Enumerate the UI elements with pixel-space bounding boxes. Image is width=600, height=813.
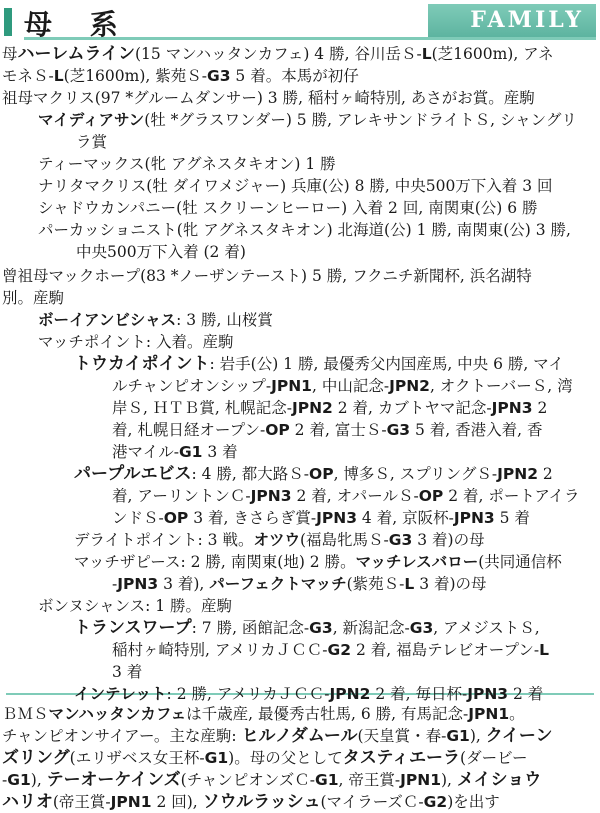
text-segment: 着, 札幌日経オープン- <box>112 421 266 439</box>
bold-name: マイディアサン <box>38 111 145 129</box>
text-segment: (15 マンハッタンカフェ) 4 勝, 谷川岳Ｓ- <box>135 45 422 63</box>
text-line <box>76 242 594 262</box>
text-segment: 岸Ｓ, ＨＴＢ賞, 札幌記念- <box>112 399 292 417</box>
text-segment: 5 着。本馬が初仔 <box>230 67 359 85</box>
bold-name: JPN1 <box>271 377 312 395</box>
text-segment: 3 着)の母 <box>414 575 487 593</box>
bold-name: テーオーケインズ <box>46 770 181 790</box>
text-line <box>2 288 594 308</box>
bold-name: JPN3 <box>117 575 159 593</box>
text-line <box>2 726 594 746</box>
text-line <box>38 154 594 174</box>
bold-name: ズリング <box>2 748 70 768</box>
text-segment: 稲村ヶ崎特別, アメリカＪＣＣ- <box>112 641 328 659</box>
bold-name: G1 <box>7 771 31 789</box>
text-line <box>38 332 594 352</box>
text-segment: 別。産駒 <box>2 289 65 307</box>
text-segment: シャドウカンパニー(牡 スクリーンヒーロー) 入着 2 回, 南関東(公) 6 勝 <box>38 199 538 217</box>
text-line <box>38 596 594 616</box>
bold-name: クイーン <box>485 726 553 746</box>
text-segment: 2 着 <box>508 685 544 703</box>
bold-name: G1 <box>178 443 203 461</box>
bold-name: G2 <box>327 641 352 659</box>
bold-name: G1 <box>204 749 229 767</box>
bold-name: JPN2 <box>329 685 371 703</box>
text-segment: 中央500万下入着 (2 着) <box>76 243 246 261</box>
bold-name: G3 <box>206 67 231 85</box>
bold-name: JPN3 <box>467 685 509 703</box>
bold-name: OP <box>163 509 189 527</box>
text-segment: - <box>112 575 118 593</box>
bold-name: JPN2 <box>389 377 430 395</box>
text-segment: マッチポイント: 入着。産駒 <box>38 333 234 351</box>
text-segment: 3 着 <box>202 443 238 461</box>
text-segment: (紫苑Ｓ- <box>346 575 405 593</box>
bold-name: L <box>404 575 415 593</box>
text-segment: パーカッショニスト(牝 アグネスタキオン) 北海道(公) 1 勝, 南関東(公) 3 勝, <box>38 221 571 239</box>
text-line <box>2 66 594 86</box>
text-segment: ンドＳ- <box>112 509 164 527</box>
text-segment: 3 着)の母 <box>412 531 485 549</box>
bold-name: L <box>421 45 432 63</box>
text-line <box>38 310 594 330</box>
text-segment: )を出す <box>447 793 500 811</box>
text-line <box>74 464 594 484</box>
text-segment: は千歳産, 最優秀古牡馬, 6 勝, 有馬記念- <box>186 705 469 723</box>
bold-name: JPN2 <box>291 399 333 417</box>
bold-name: L <box>53 67 64 85</box>
text-segment: : 岩手(公) 1 勝, 最優秀父内国産馬, 中央 6 勝, マイ <box>209 355 564 373</box>
english-title: FAMILY <box>470 7 584 33</box>
bold-name: ハーレムライン <box>17 44 135 64</box>
text-segment: ラ賞 <box>76 133 108 151</box>
text-segment: ), <box>30 771 47 789</box>
text-segment: (エリザベス女王杯- <box>69 749 205 767</box>
text-segment: 母 <box>2 45 18 63</box>
text-segment: , 帝王賞- <box>338 771 401 789</box>
bold-name: JPN3 <box>250 487 292 505</box>
text-segment: , アメジストＳ, <box>433 619 540 637</box>
bold-name: G3 <box>309 619 333 637</box>
text-segment: 5 着 <box>494 509 530 527</box>
bold-name: OP <box>309 465 334 483</box>
bold-name: タスティエーラ <box>342 748 461 768</box>
bold-name: G1 <box>446 727 470 745</box>
text-segment: (マイラーズＣ- <box>320 793 424 811</box>
text-segment: (帝王賞- <box>52 793 111 811</box>
bold-name: マッチレスバロー <box>355 553 479 571</box>
text-line <box>74 684 594 704</box>
text-line <box>2 748 594 768</box>
text-line <box>38 220 594 240</box>
bold-name: JPN1 <box>400 771 441 789</box>
text-line <box>112 398 594 418</box>
text-line <box>74 552 594 572</box>
text-segment: (共同通信杯 <box>478 553 562 571</box>
header-accent-bar <box>4 8 12 36</box>
text-segment: ナリタマクリス(牡 ダイワメジャー) 兵庫(公) 8 勝, 中央500万下入着 3 回 <box>38 177 553 195</box>
bold-name: パープルエビス <box>74 464 192 484</box>
text-line <box>74 354 594 374</box>
text-segment: 2 着, 毎日杯- <box>370 685 468 703</box>
text-segment: ルチャンピオンシップ- <box>112 377 272 395</box>
bold-name: L <box>539 641 550 659</box>
text-segment: 5 着, 香港入着, 香 <box>410 421 543 439</box>
text-line <box>112 662 594 682</box>
text-line <box>2 44 594 64</box>
bold-name: ハリオ <box>2 792 53 812</box>
bold-name: パーフェクトマッチ <box>209 575 347 593</box>
section-header <box>0 0 600 40</box>
text-line <box>2 770 594 790</box>
text-segment: (福島牝馬Ｓ- <box>300 531 389 549</box>
text-segment: ＢＭＳ <box>2 705 49 723</box>
text-segment: (天皇賞・春- <box>357 727 447 745</box>
text-line <box>112 508 594 528</box>
text-segment: (芝1600m), 紫苑Ｓ- <box>63 67 207 85</box>
text-line <box>2 88 594 108</box>
text-segment: , 博多Ｓ, スプリングＳ- <box>333 465 498 483</box>
text-segment: 2 着, 富士Ｓ- <box>289 421 387 439</box>
text-segment: (チャンピオンズＣ- <box>180 771 315 789</box>
bold-name: ヒルノダムール <box>241 726 358 746</box>
text-segment: 3 着, きさらぎ賞- <box>188 509 317 527</box>
text-segment: 2 着, ポートアイラ <box>443 487 580 505</box>
bold-name: G2 <box>423 793 448 811</box>
text-line <box>2 704 594 724</box>
text-segment: (芝1600m), アネ <box>431 45 554 63</box>
text-segment: 曾祖母マックホープ(83 *ノーザンテースト) 5 勝, フクニチ新聞杯, 浜名湖特 <box>2 267 532 285</box>
text-segment: 2 <box>532 399 548 417</box>
text-line <box>76 132 594 152</box>
text-line <box>74 530 594 550</box>
text-line <box>112 442 594 462</box>
text-line <box>112 574 594 594</box>
bold-name: メイショウ <box>456 770 542 790</box>
text-segment: ), <box>441 771 457 789</box>
text-line <box>112 486 594 506</box>
text-segment: , オクトーバーＳ, 湾 <box>429 377 573 395</box>
text-line <box>74 618 594 638</box>
bold-name: G1 <box>315 771 339 789</box>
text-line <box>38 176 594 196</box>
bold-name: ボーイアンビシャス <box>38 311 177 329</box>
bold-name: OP <box>265 421 290 439</box>
bold-name: ソウルラッシュ <box>202 792 321 812</box>
bold-name: JPN3 <box>491 399 533 417</box>
bold-name: JPN3 <box>316 509 357 527</box>
text-segment: (牡 *グラスワンダー) 5 勝, アレキサンドライトＳ, シャングリ <box>144 111 577 129</box>
bold-name: JPN1 <box>468 705 510 723</box>
bold-name: OP <box>418 487 444 505</box>
text-segment: 祖母マクリス(97 *グルームダンサー) 3 勝, 稲村ヶ崎特別, あさがお賞。産駒 <box>2 89 535 107</box>
text-segment: , 中山記念- <box>311 377 390 395</box>
text-segment: - <box>2 771 8 789</box>
text-segment: (ダービー <box>460 749 528 767</box>
bold-name: インテレット <box>74 685 167 703</box>
text-segment: 。 <box>509 705 525 723</box>
bold-name: トウカイポイント <box>74 354 210 374</box>
text-segment: 3 着), <box>158 575 210 593</box>
bold-name: G3 <box>388 531 413 549</box>
text-line <box>2 792 594 812</box>
text-segment: 港マイル- <box>112 443 179 461</box>
text-segment: )。母の父として <box>228 749 343 767</box>
text-line <box>38 198 594 218</box>
bold-name: JPN2 <box>497 465 538 483</box>
text-segment: 3 着 <box>112 663 143 681</box>
text-segment: デライトポイント: 3 戦。 <box>74 531 254 549</box>
text-segment: : 3 勝, 山桜賞 <box>176 311 273 329</box>
text-segment: : 4 勝, 都大路Ｓ- <box>191 465 310 483</box>
text-segment: マッチザピース: 2 勝, 南関東(地) 2 勝。 <box>74 553 356 571</box>
text-segment: ボンヌシャンス: 1 勝。産駒 <box>38 597 233 615</box>
text-line <box>2 266 594 286</box>
bold-name: トランスワープ <box>74 618 192 638</box>
text-segment: 2 回), <box>151 793 203 811</box>
bold-name: G3 <box>386 421 411 439</box>
bold-name: オツウ <box>253 531 300 549</box>
text-segment: ティーマックス(牝 アグネスタキオン) 1 勝 <box>38 155 336 173</box>
text-segment: モネＳ- <box>2 67 54 85</box>
section-title: 母 系 <box>24 8 132 41</box>
text-segment: 2 <box>537 465 553 483</box>
text-segment: ), <box>469 727 486 745</box>
bold-name: JPN1 <box>110 793 152 811</box>
bold-name: G3 <box>409 619 434 637</box>
text-segment: 2 着, 福島テレビオープン- <box>351 641 540 659</box>
text-segment: 2 着, カブトヤマ記念- <box>332 399 492 417</box>
bold-name: JPN3 <box>453 509 495 527</box>
text-segment: 2 着, オパールＳ- <box>291 487 419 505</box>
text-line <box>112 640 594 660</box>
text-segment: , 新潟記念- <box>332 619 410 637</box>
text-line <box>38 110 594 130</box>
bold-name: マンハッタンカフェ <box>48 705 187 723</box>
text-segment: : 2 勝, アメリカＪＣＣ- <box>166 685 330 703</box>
text-line <box>112 376 594 396</box>
text-segment: チャンピオンサイアー。主な産駒: <box>2 727 242 745</box>
text-segment: 着, アーリントンＣ- <box>112 487 251 505</box>
text-line <box>112 420 594 440</box>
text-segment: : 7 勝, 函館記念- <box>191 619 310 637</box>
text-segment: 4 着, 京阪杯- <box>357 509 454 527</box>
